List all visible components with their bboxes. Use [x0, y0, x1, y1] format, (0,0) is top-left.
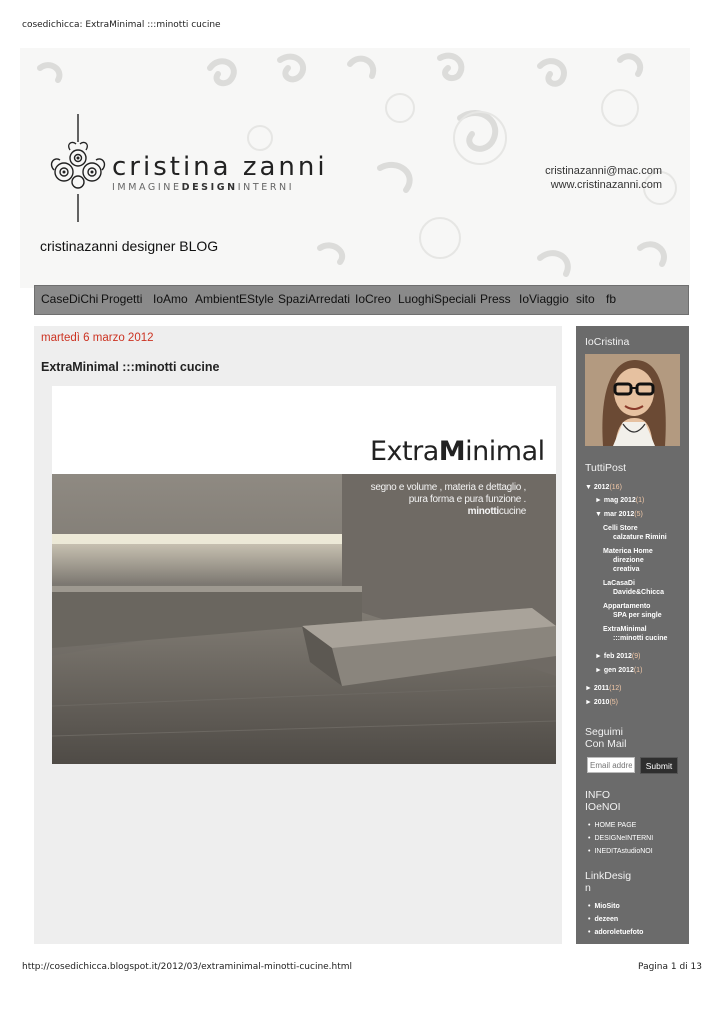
sidebar — [576, 326, 689, 944]
links-heading: LinkDesig n — [585, 870, 632, 894]
link-miosito[interactable]: • MioSito — [588, 903, 620, 910]
follow-email-input[interactable] — [587, 757, 635, 773]
archive-post-extraminimal[interactable]: ExtraMinimal :::minotti cucine — [603, 626, 668, 642]
brand-name: cristina zanni — [112, 152, 328, 182]
link-dezeen[interactable]: • dezeen — [588, 916, 618, 923]
archive-year-2010[interactable]: ► 2010(5) — [585, 699, 619, 706]
profile-avatar[interactable] — [585, 354, 680, 446]
print-footer-page-number: Pagina 1 di 13 — [638, 962, 702, 972]
info-link-home-page[interactable]: • HOME PAGE — [588, 822, 636, 829]
profile-heading: IoCristina — [585, 336, 630, 348]
post-content — [34, 326, 562, 944]
archive-post-appartamento[interactable]: Appartamento SPA per single — [603, 603, 662, 619]
post-image[interactable] — [52, 386, 556, 764]
contact-email[interactable]: cristinazanni@mac.com — [545, 165, 662, 177]
archive-month-mar-2012[interactable]: ▼ mar 2012(5) — [595, 511, 643, 518]
nav-item-ioamo[interactable]: IoAmo — [153, 292, 188, 306]
nav-item-spaziarredati[interactable]: SpaziArredati — [278, 292, 351, 306]
archive-post-lacasadi[interactable]: LaCasaDi Davide&Chicca — [603, 580, 664, 596]
nav-item-fb[interactable]: fb — [606, 292, 617, 306]
print-footer-url: http://cosedichicca.blogspot.it/2012/03/extraminimal-minotti-cucine.html — [22, 962, 353, 972]
nav-item-ambientestyle[interactable]: AmbientEStyle — [195, 292, 274, 306]
archive-post-materica-home[interactable]: Materica Home direzione creativa — [603, 548, 653, 573]
nav-item-iocreo[interactable]: IoCreo — [355, 292, 392, 306]
image-title: ExtraMinimal — [370, 436, 545, 467]
blog-title[interactable]: cristinazanni designer BLOG — [40, 238, 219, 254]
archive-month-gen-2012[interactable]: ► gen 2012(1) — [595, 667, 643, 674]
contact-website[interactable]: www.cristinazanni.com — [550, 179, 662, 191]
follow-heading: Seguimi Con Mail — [585, 726, 627, 750]
print-header-title: cosedichicca: ExtraMinimal :::minotti cucine — [22, 20, 221, 30]
nav-item-luoghispeciali[interactable]: LuoghiSpeciali — [398, 292, 477, 306]
nav-item-sito[interactable]: sito — [576, 292, 595, 306]
brand-tagline: IMMAGINEDESIGNINTERNI — [112, 182, 295, 193]
info-link-ineditastudionoi[interactable]: • INEDITAstudioNOI — [588, 848, 653, 855]
cristina-zanni-logo-icon — [46, 112, 110, 224]
nav-item-ioviaggio[interactable]: IoViaggio — [519, 292, 569, 306]
link-adoroletuefoto[interactable]: • adoroletuefoto — [588, 929, 643, 936]
archive-year-2012[interactable]: ▼ 2012(16) — [585, 484, 622, 491]
archive-month-feb-2012[interactable]: ► feb 2012(9) — [595, 653, 641, 660]
post-title[interactable]: ExtraMinimal :::minotti cucine — [41, 360, 220, 374]
nav-item-press[interactable]: Press — [480, 292, 511, 306]
avatar-portrait-icon — [585, 354, 680, 446]
image-caption: segno e volume , materia e dettaglio , pura forma e pura funzione . minotticucine — [370, 482, 526, 517]
nav-item-progetti[interactable]: Progetti — [101, 292, 143, 306]
header-banner — [20, 48, 690, 288]
archive-month-mag-2012[interactable]: ► mag 2012(1) — [595, 497, 645, 504]
archive-post-celli-store[interactable]: Celli Store calzature Rimini — [603, 525, 667, 541]
nav-item-casedichi[interactable]: CaseDiChi — [41, 292, 99, 306]
archive-year-2011[interactable]: ► 2011(12) — [585, 685, 622, 692]
follow-submit-button[interactable]: Submit — [640, 757, 678, 774]
contact-info — [545, 164, 662, 192]
post-date: martedì 6 marzo 2012 — [41, 332, 154, 344]
archive-heading: TuttiPost — [585, 462, 627, 474]
info-heading: INFO IOeNOI — [585, 789, 621, 813]
main-nav — [34, 285, 689, 315]
info-link-designeinterni[interactable]: • DESIGNeINTERNI — [588, 835, 653, 842]
